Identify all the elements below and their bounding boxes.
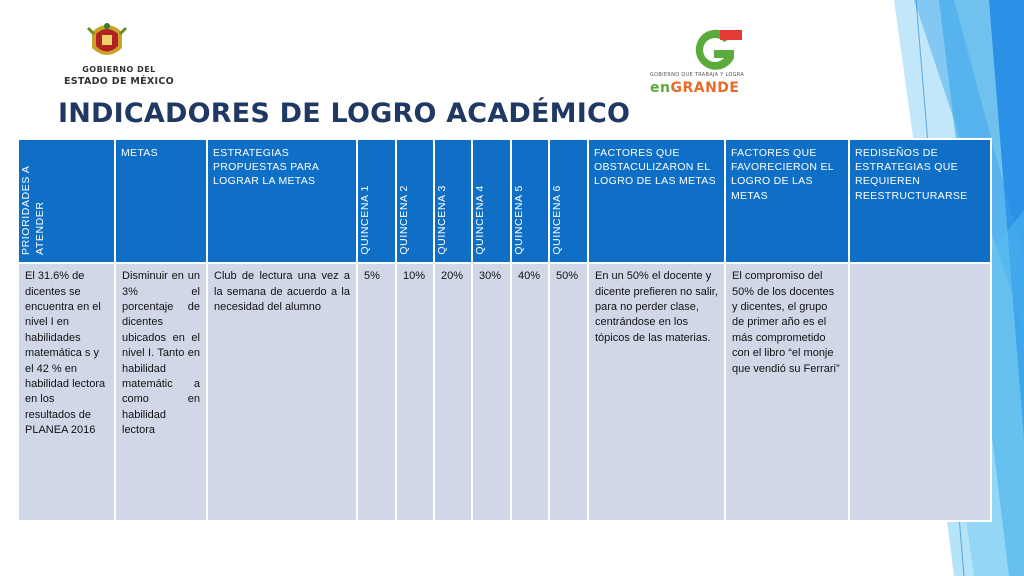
header-quincena-3: QUINCENA 3 [434, 139, 472, 263]
cell-quincena-1: 5% [357, 263, 396, 521]
cell-metas: Disminuir en un 3% el porcentaje de dicentes ubicados en el nivel I. Tanto en habilidad matemátic a como en habilidad lectora [115, 263, 207, 521]
cell-quincena-3: 20% [434, 263, 472, 521]
gobierno-estado-mexico-logo [44, 18, 184, 88]
header-quincena-4: QUINCENA 4 [472, 139, 511, 263]
cell-redisenos [849, 263, 991, 521]
cell-quincena-4: 30% [472, 263, 511, 521]
header-quincena-6: QUINCENA 6 [549, 139, 588, 263]
header-obstaculizaron: FACTORES QUE OBSTACULIZARON EL LOGRO DE LAS METAS [588, 139, 725, 263]
logo-right-wordmark [650, 80, 739, 96]
header-favorecieron: FACTORES QUE FAVORECIERON EL LOGRO DE LAS METAS [725, 139, 849, 263]
logo-left-line2: ESTADO DE MÉXICO [63, 76, 175, 87]
header-metas: METAS [115, 139, 207, 263]
header-redisenos: REDISEÑOS DE ESTRATEGIAS QUE REQUIEREN REESTRUCTURARSE [849, 139, 991, 263]
header-row [18, 139, 991, 263]
wordmark-en: en [650, 80, 671, 96]
cell-quincena-6: 50% [549, 263, 588, 521]
header-estrategias: ESTRATEGIAS PROPUESTAS PARA LOGRAR LA METAS [207, 139, 357, 263]
logo-left-line1: GOBIERNO DEL [82, 65, 156, 74]
cell-quincena-2: 10% [396, 263, 434, 521]
table-row [18, 263, 991, 521]
wordmark-grande: GRANDE [670, 80, 740, 96]
g-letter-icon [682, 28, 742, 72]
cell-estrategias: Club de lectura una vez a la semana de acuerdo a la necesidad del alumno [207, 263, 357, 521]
coat-of-arms-icon [84, 18, 130, 62]
indicators-table [17, 138, 992, 522]
header-quincena-2: QUINCENA 2 [396, 139, 434, 263]
cell-favorecieron: El compromiso del 50% de los docentes y dicentes, el grupo de primer año es el más comprometido con el libro “el monje que vendió su Ferrari” [725, 263, 849, 521]
header-quincena-5: QUINCENA 5 [511, 139, 549, 263]
header-quincena-1: QUINCENA 1 [357, 139, 396, 263]
cell-quincena-5: 40% [511, 263, 549, 521]
logo-right-tagline: GOBIERNO QUE TRABAJA Y LOGRA [650, 72, 745, 78]
cell-obstaculizaron: En un 50% el docente y dicente prefieren no salir, para no perder clase, centrándose en los tópicos de las materias. [588, 263, 725, 521]
slide-title: INDICADORES DE LOGRO ACADÉMICO [58, 98, 631, 129]
cell-prioridades: El 31.6% de dicentes se encuentra en el nivel I en habilidades matemática s y el 42 % en habilidad lectora en los resultados de PLANEA 2016 [18, 263, 115, 521]
en-grande-logo [650, 28, 760, 96]
header-prioridades: PRIORIDADES A ATENDER [18, 139, 115, 263]
